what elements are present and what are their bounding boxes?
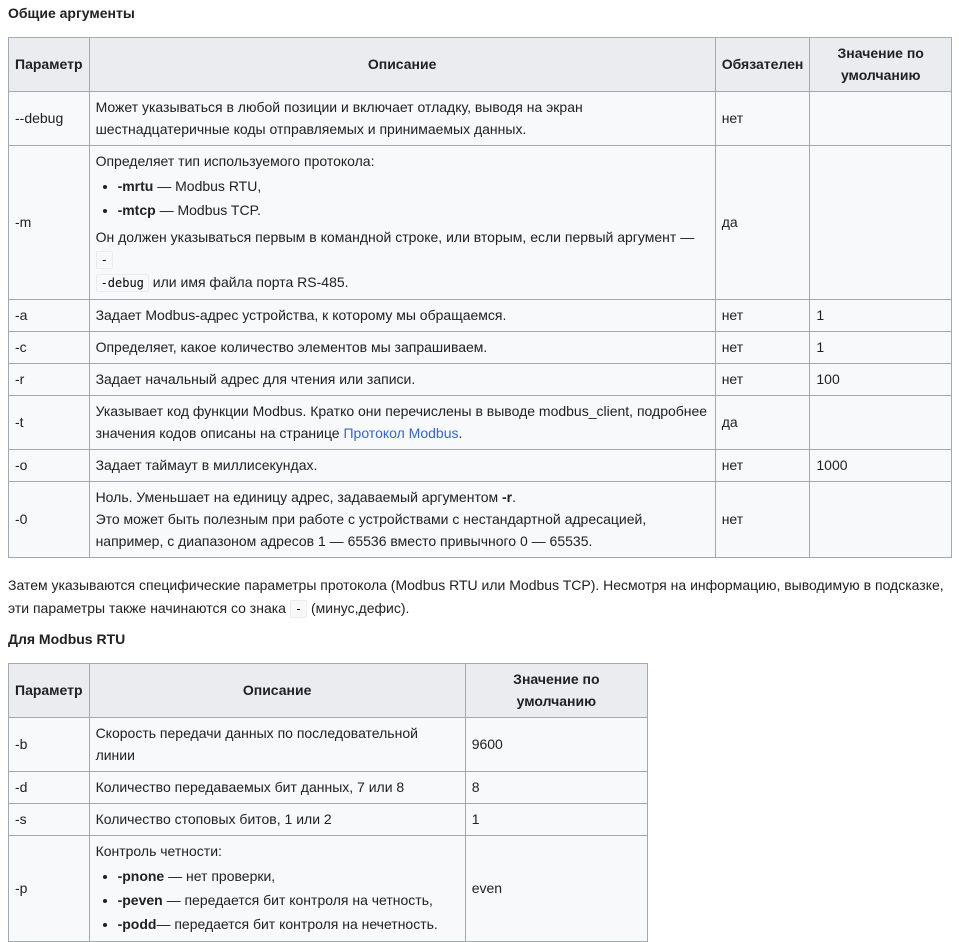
param-cell: -d (9, 772, 90, 804)
default-cell: 8 (465, 772, 647, 804)
desc-text: . (512, 489, 517, 505)
paragraph-text: Затем указываются специфические параметры протокола (Modbus RTU или Modbus TCP). Несмотря на информацию, выводимую в подсказке, эти параметры также начинаются со знака (8, 577, 944, 616)
paragraph-text: (минус,дефис). (307, 600, 410, 616)
desc-text: . (458, 425, 463, 441)
table-row (9, 482, 952, 558)
option-text: — нет проверки, (164, 868, 276, 884)
required-cell: нет (715, 332, 810, 364)
default-cell: 1000 (810, 450, 952, 482)
general-args-heading: Общие аргументы (8, 5, 135, 21)
note-text: или имя файла порта RS-485. (148, 274, 349, 290)
desc-text: Ноль. Уменьшает на единицу адрес, задаваемый аргументом (95, 489, 503, 505)
default-cell: 9600 (465, 718, 647, 772)
inline-code: -debug (96, 274, 149, 292)
required-cell: нет (715, 300, 810, 332)
desc-cell: Определяет, какое количество элементов мы запрашиваем. (89, 332, 715, 364)
desc-cell: Может указываться в любой позиции и включает отладку, выводя на экран шестнадцатеричные коды отправляемых и принимаемых данных. (89, 92, 715, 146)
table-row (9, 332, 952, 364)
desc-cell: Скорость передачи данных по последовательной линии (89, 718, 465, 772)
table-row (9, 772, 648, 804)
param-cell: -o (9, 450, 90, 482)
required-cell: нет (715, 450, 810, 482)
option-text: — Modbus RTU, (153, 178, 262, 194)
desc-cell: Задает таймаут в миллисекундах. (89, 450, 715, 482)
param-cell: --debug (9, 92, 90, 146)
desc-cell: Количество передаваемых бит данных, 7 или 8 (89, 772, 465, 804)
required-cell: да (715, 146, 810, 300)
col-header-default-line2: умолчанию (840, 67, 921, 83)
table-row (9, 836, 648, 942)
option-key: -mtcp (117, 202, 156, 218)
default-cell (810, 146, 952, 300)
desc-cell (89, 836, 465, 942)
table-header-row (9, 38, 952, 92)
default-cell: even (465, 836, 647, 942)
parity-options-list (96, 864, 459, 936)
col-header-param: Параметр (9, 38, 90, 92)
table-row (9, 396, 952, 450)
option-text: — передается бит контроля на четность, (162, 892, 433, 908)
desc-intro: Контроль четности: (95, 843, 222, 859)
default-cell: 1 (465, 804, 647, 836)
protocol-options-list (96, 174, 709, 222)
col-header-default (810, 38, 952, 92)
table-row (9, 718, 648, 772)
desc-text: Это может быть полезным при работе с устройствами с нестандартной адресацией, например, с диапазоном адресов 1 — 65536 вместо привычного 0 — 65535. (95, 511, 647, 549)
option-key: -mrtu (117, 178, 154, 194)
param-cell: -b (9, 718, 90, 772)
required-cell: нет (715, 92, 810, 146)
param-cell: -0 (9, 482, 90, 558)
list-item (118, 864, 459, 888)
desc-cell: Задает начальный адрес для чтения или записи. (89, 364, 715, 396)
col-header-default-line1: Значение по (837, 45, 924, 61)
default-cell (810, 92, 952, 146)
modbus-protocol-link[interactable]: Протокол Modbus (343, 425, 459, 441)
default-cell: 1 (810, 332, 952, 364)
col-header-required: Обязателен (715, 38, 810, 92)
param-cell: -s (9, 804, 90, 836)
list-item (118, 174, 709, 198)
table-row (9, 92, 952, 146)
note-text: Он должен указываться первым в командной строке, или вторым, если первый аргумент — (95, 229, 695, 245)
param-cell: -r (9, 364, 90, 396)
table-row (9, 364, 952, 396)
required-cell: нет (715, 482, 810, 558)
col-header-default: Значение по умолчанию (465, 664, 647, 718)
inline-code: - (96, 251, 113, 269)
page-content (8, 0, 952, 942)
modbus-rtu-heading: Для Modbus RTU (8, 631, 126, 647)
option-text: — передается бит контроля на нечетность. (156, 916, 438, 932)
param-cell: -m (9, 146, 90, 300)
option-key: -peven (117, 892, 163, 908)
param-cell: -c (9, 332, 90, 364)
table-row (9, 146, 952, 300)
desc-cell: Количество стоповых битов, 1 или 2 (89, 804, 465, 836)
table-row (9, 450, 952, 482)
inline-code: - (290, 600, 307, 618)
required-cell: нет (715, 364, 810, 396)
protocol-params-paragraph (8, 574, 952, 621)
list-item (118, 888, 459, 912)
desc-cell (89, 146, 715, 300)
desc-intro: Определяет тип используемого протокола: (95, 153, 375, 169)
default-cell: 100 (810, 364, 952, 396)
desc-note (96, 226, 709, 294)
col-header-desc: Описание (89, 664, 465, 718)
desc-key: -r (502, 489, 513, 505)
list-item (118, 912, 459, 936)
default-cell (810, 482, 952, 558)
option-key: -podd (117, 916, 157, 932)
desc-cell (89, 396, 715, 450)
param-cell: -p (9, 836, 90, 942)
desc-cell (89, 482, 715, 558)
param-cell: -t (9, 396, 90, 450)
general-args-table (8, 37, 952, 558)
default-cell: 1 (810, 300, 952, 332)
list-item (118, 198, 709, 222)
param-cell: -a (9, 300, 90, 332)
option-key: -pnone (117, 868, 165, 884)
col-header-desc: Описание (89, 38, 715, 92)
desc-cell: Задает Modbus-адрес устройства, к которому мы обращаемся. (89, 300, 715, 332)
table-row (9, 300, 952, 332)
option-text: — Modbus TCP. (155, 202, 261, 218)
table-header-row (9, 664, 648, 718)
default-cell (810, 396, 952, 450)
modbus-rtu-table (8, 663, 648, 942)
col-header-param: Параметр (9, 664, 90, 718)
desc-text: Указывает код функции Modbus. Кратко они перечислены в выводе modbus_client, подробнее значения кодов описаны на странице (95, 403, 708, 441)
table-row (9, 804, 648, 836)
required-cell: да (715, 396, 810, 450)
